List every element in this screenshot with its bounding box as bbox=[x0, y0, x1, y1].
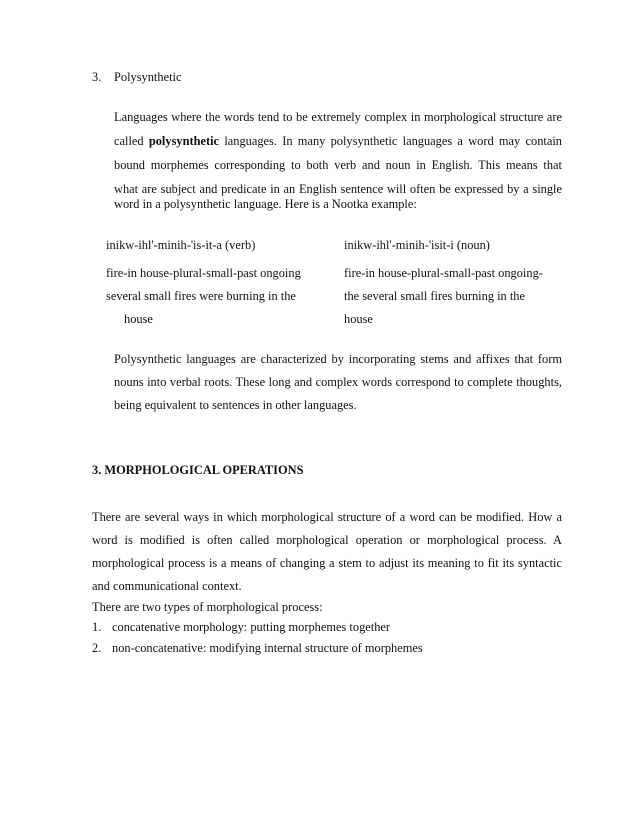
example-translation: house bbox=[344, 312, 373, 326]
paragraph-line bbox=[114, 134, 562, 149]
text-run: called bbox=[114, 134, 149, 148]
example-gloss: fire-in house-plural-small-past ongoing bbox=[106, 266, 301, 280]
paragraph-line: word is modified is often called morphological operation or morphological process. A bbox=[92, 533, 562, 547]
paragraph-line: being equivalent to sentences in other languages. bbox=[114, 398, 357, 412]
example-translation: several small fires were burning in the bbox=[106, 289, 296, 303]
example-noun-form: inikw-ihl'-minih-'isit-i (noun) bbox=[344, 238, 490, 252]
list-number: 2. bbox=[92, 641, 102, 655]
bold-term: polysynthetic bbox=[148, 134, 220, 148]
list-item: concatenative morphology: putting morphemes together bbox=[112, 620, 391, 634]
paragraph-line: word in a polysynthetic language. Here is a Nootka example: bbox=[114, 197, 417, 211]
paragraph-line: nouns into verbal roots. These long and complex words correspond to complete thoughts, bbox=[114, 375, 562, 389]
paragraph-line: There are several ways in which morphological structure of a word can be modified. How a bbox=[92, 510, 562, 524]
list-item: non-concatenative: modifying internal structure of morphemes bbox=[112, 641, 423, 655]
list-number: 1. bbox=[92, 620, 102, 634]
subsection-title: Polysynthetic bbox=[114, 70, 182, 84]
paragraph-line: and communicational context. bbox=[92, 579, 242, 593]
paragraph-line: morphological process is a means of changing a stem to adjust its meaning to fit its syntactic bbox=[92, 556, 562, 570]
paragraph-line: what are subject and predicate in an English sentence will often be expressed by a single bbox=[114, 182, 562, 196]
example-translation: house bbox=[124, 312, 153, 326]
text-run: languages. In many polysynthetic languages a word may contain bbox=[219, 134, 562, 148]
paragraph-line: Polysynthetic languages are characterized by incorporating stems and affixes that form bbox=[114, 352, 562, 366]
types-intro: There are two types of morphological process: bbox=[92, 600, 323, 614]
paragraph-line: bound morphemes corresponding to both verb and noun in English. This means that bbox=[114, 158, 562, 172]
example-translation: the several small fires burning in the bbox=[344, 289, 525, 303]
example-gloss: fire-in house-plural-small-past ongoing- bbox=[344, 266, 543, 280]
section-heading: 3. MORPHOLOGICAL OPERATIONS bbox=[92, 463, 304, 477]
example-verb-form: inikw-ihl'-minih-'is-it-a (verb) bbox=[106, 238, 256, 252]
paragraph-line: Languages where the words tend to be extremely complex in morphological structure are bbox=[114, 110, 562, 124]
list-number: 3. bbox=[92, 70, 102, 84]
